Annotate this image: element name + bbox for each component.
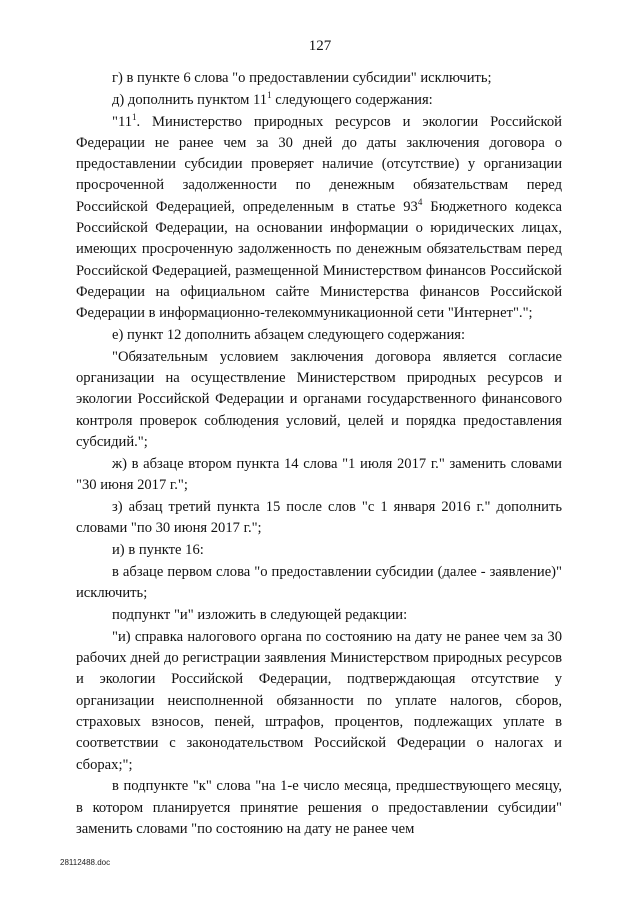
paragraph-text: з) абзац третий пункта 15 после слов "с 1 января 2016 г." дополнить словами "по 30 июня 2017 г."; [76,498,562,537]
superscript: 1 [132,111,137,122]
paragraph-i [76,540,562,561]
paragraph-text: в подпункте "к" слова "на 1-е число месяца, предшествующего месяцу, в котором планируется принятие решения о предоставлении субсидии" заменить словами "по состоянию на дату не ранее чем [76,778,562,837]
paragraph-i-1 [76,562,562,605]
paragraph-d [76,90,562,111]
document-body [76,68,562,841]
paragraph-text: в абзаце первом слова "о предоставлении субсидии (далее - заявление)" исключить; [76,563,562,602]
file-name-footer: 28112488.doc [60,858,111,867]
paragraph-z [76,497,562,540]
superscript: 4 [417,196,423,207]
paragraph-i-4 [76,776,562,840]
paragraph-text: д) дополнить пунктом 11 [112,91,268,108]
paragraph-i-2 [76,605,562,626]
paragraph-p11-1 [76,112,562,325]
paragraph-text: "Обязательным условием заключения договора является согласие организации на осуществление Министерством природных ресурсов и экологии Российской Федерации и органами государственного финансового контроля проверок соблюдения условий, целей и порядка предоставления субсидий."; [76,348,562,451]
paragraph-text: Бюджетного кодекса Российской Федерации, на основании информации о юридических лицах, имеющих просроченную задолженность по денежным обязательствам перед Российской Федерацией, размещенной Министерством финансов Российской Федерации на официальном сайте Министерства финансов Российской Федерации в информационно-телекоммуникационной сети "Интернет"."; [76,198,562,322]
paragraph-text: "11 [112,113,133,130]
paragraph-e [76,325,562,346]
paragraph-text: "и) справка налогового органа по состоянию на дату не ранее чем за 30 рабочих дней до регистрации заявления Министерством природных ресурсов и экологии Российской Федерации, подтверждающая отсутствие у организации неисполненной обязанности по уплате налогов, сборов, страховых взносов, пеней, штрафов, процентов, подлежащих уплате в соответствии с законодательством Российской Федерации о налогах и сборах;"; [76,628,562,773]
paragraph-e-text [76,347,562,453]
paragraph-text: ж) в абзаце втором пункта 14 слова "1 июля 2017 г." заменить словами "30 июня 2017 г."; [76,455,562,494]
paragraph-text: е) пункт 12 дополнить абзацем следующего содержания: [112,327,466,344]
paragraph-i-3 [76,627,562,776]
paragraph-text: г) в пункте 6 слова "о предоставлении субсидии" исключить; [112,70,492,86]
paragraph-text: и) в пункте 16: [112,542,204,559]
superscript: 1 [267,89,272,100]
paragraph-text: подпункт "и" изложить в следующей редакции: [112,606,408,623]
page-number: 127 [308,38,332,54]
paragraph-text: следующего содержания: [271,91,433,108]
paragraph-zh [76,454,562,497]
paragraph-text: . Министерство природных ресурсов и экологии Российской Федерации не ранее чем за 30 дней до даты заключения договора о предоставлении субсидии проверяет наличие (отсутствие) у организации просроченной задолженности по денежным обязательствам перед Российской Федерацией, определенным в статье 93 [76,113,562,215]
paragraph-g [76,68,562,89]
